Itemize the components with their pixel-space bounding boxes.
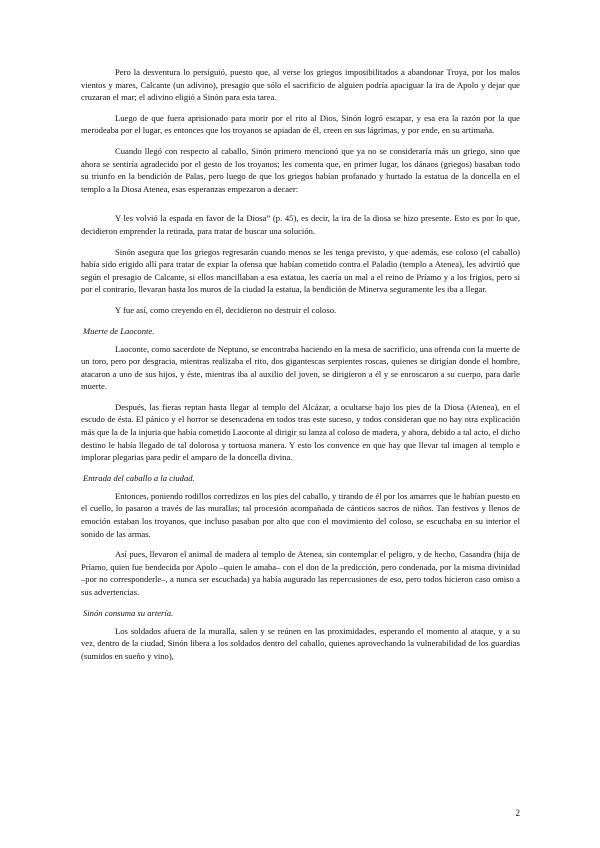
section-heading: Muerte de Laoconte. [83, 325, 155, 336]
paragraph: Y les volvió la espada en favor de la Diosa” (p. 45), es decir, la ira de la diosa se hizo presente. Esto es por lo que, decidieron emprender la retirada, para tratar de buscar una solución. [81, 213, 520, 236]
paragraph: Después, las fieras reptan hasta llegar al templo del Alcázar, a ocultarse bajo los pies de la Diosa (Atenea), en el escudo de ésta. El pánico y el horror se desencadena en todos tras este suceso, y todos consideran que no hay otra explicación más que la de la injuria que había cometido Laoconte al dirigir su lanza al coloso de madera, y ahora, debido a tal acto, el dicho destino le había llegado de tal dolorosa y tortuosa manera. Y esto los convence en que hay que llevar tal imagen al templo e implorar plegarias para pedir el amparo de la doncella divina. [81, 401, 520, 463]
section-heading: Sinón consuma su artería. [83, 607, 174, 618]
paragraph: Pero la desventura lo persiguió, puesto que, al verse los griegos imposibilitados a abandonar Troya, por los malos vientos y mares, Calcante (un adivino), presagio que sólo el sacrificio de alguien podría apaciguar la ira de Apolo y dejar que cruzaran el mar; el adivino eligió a Sinón para esta tarea. [81, 67, 520, 103]
page-number: 2 [515, 808, 520, 818]
paragraph: Los soldados afuera de la muralla, salen y se reúnen en las proximidades, esperando el momento al ataque, y a su vez, dentro de la ciudad, Sinón libera a los soldados dentro del caballo, quienes aprovechando la vulnerabilidad de los guardias (sumidos en sueño y vino), [81, 625, 520, 661]
paragraph: Luego de que fuera aprisionado para morir por el rito al Dios, Sinón logró escapar, y esa era la razón por la que merodeaba por el lugar, es entonces que los troyanos se apiadan de él, creen en sus lágrimas, y por ende, en su artimaña. [81, 112, 520, 136]
paragraph: Sinón asegura que los griegos regresarán cuando menos se les tenga previsto, y que además, ese coloso (el caballo) había sido erigido allí para tratar de expiar la ofensa que habían cometido contra el Paladio (templo a Atenea), les advirtió que según el presagio de Calcante, si ellos mancillaban a esa estatua, les caería un mal a el reino de Príamo y a los frigios, pero si por el contrario, llevaran hasta los muros de la ciudad la estatua, la bendición de Minerva seguramente les iba a llegar. [81, 246, 520, 295]
paragraph: Laoconte, como sacerdote de Neptuno, se encontraba haciendo en la mesa de sacrificio, una ofrenda con la muerte de un toro, pero por desgracia, mientras realizaba el rito, dos gigantescas serpientes roscas, quienes se dirigían donde el hombre, atacaron a uno de sus hijos, y éste, mientras iba al auxilio del joven, se dirigieron a él y se enroscaron a su cuerpo, para darle muerte. [81, 343, 520, 392]
paragraph: Así pues, llevaron el animal de madera al templo de Atenea, sin contemplar el peligro, y de hecho, Casandra (hija de Príamo, quien fue bendecida por Apolo –quien le amaba– con el don de la predicción, pero condenada, por la misma divinidad –por no corresponderle–, a nunca ser escuchada) ya había augurado las repercusiones de eso, pero todos hicieron caso omiso a sus advertencias. [81, 549, 520, 597]
spacer [81, 203, 520, 212]
section-heading: Entrada del caballo a la ciudad. [83, 472, 195, 483]
paragraph: Entonces, poniendo rodillos corredizos en los pies del caballo, y tirando de él por los amarres que le habían puesto en el cuello, lo pasaron a través de las murallas; tal procesión acompañada de cánticos sacros de niños. Tan festivos y llenos de emoción estaban los troyanos, que incluso pasaban por alto que con el movimiento del coloso, se escuchaba en su interior el sonido de las armas. [81, 490, 520, 539]
document-page [81, 66, 520, 670]
paragraph: Cuando llegó con respecto al caballo, Sinón primero mencionó que ya no se consideraría más un griego, sino que ahora se sentiría agradecido por el gesto de los troyanos; les comenta que, en primer lugar, los dánaos (griegos) basaban todo su triunfo en la bendición de Palas, pero luego de que los griegos habían profanado y hurtado la estatua de la doncella en el templo a la Diosa Atenea, esas esperanzas empezaron a decaer: [81, 145, 520, 194]
paragraph: Y fue así, como creyendo en él, decidieron no destruir el coloso. [115, 304, 337, 315]
